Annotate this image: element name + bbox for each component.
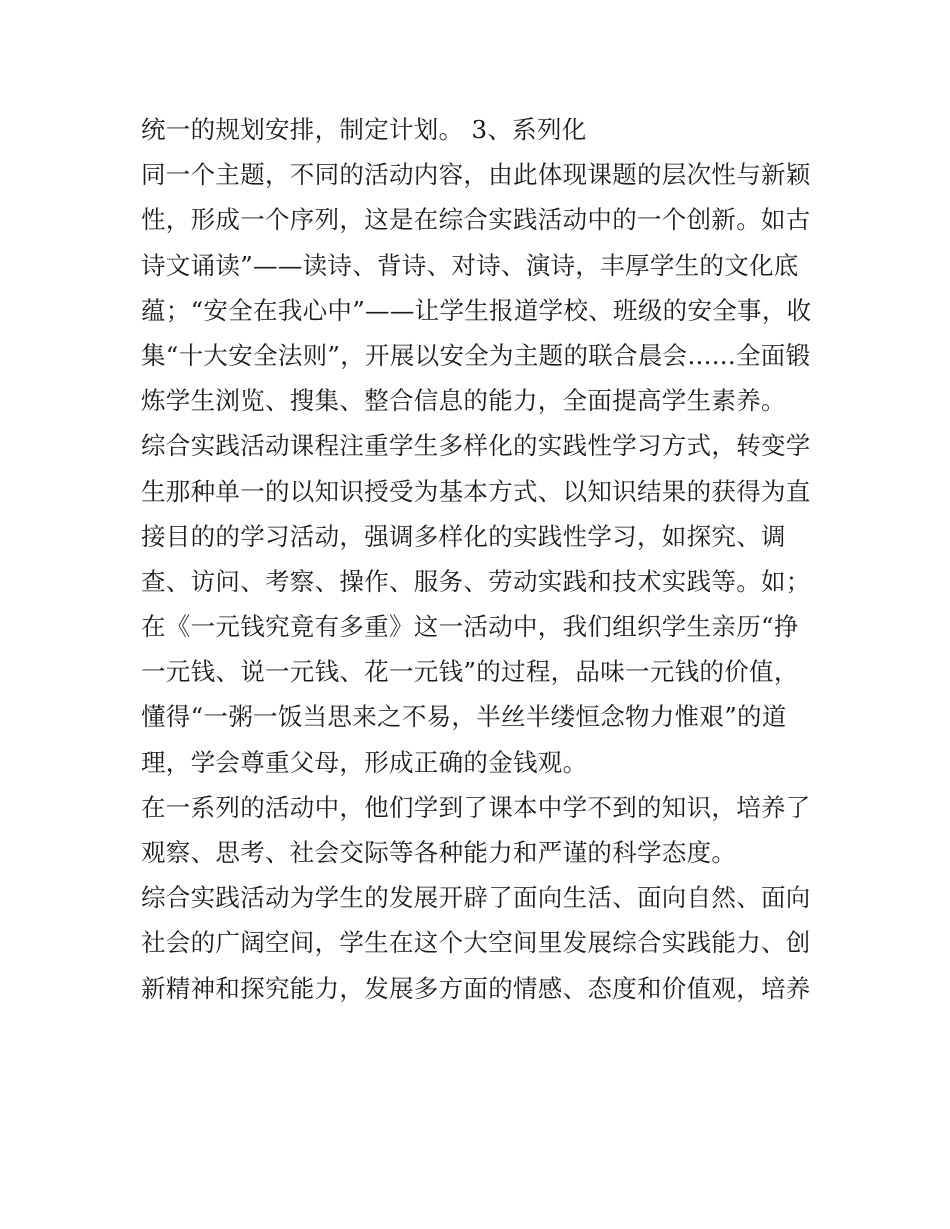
text-line: 查、访问、考察、操作、服务、劳动实践和技术实践等。如； <box>141 566 811 596</box>
text-line: 一元钱、说一元钱、花一元钱”的过程，品味一元钱的价值， <box>141 657 799 687</box>
text-line: 炼学生浏览、搜集、整合信息的能力，全面提高学生素养。 <box>141 386 786 416</box>
text-line: 懂得“一粥一饭当思来之不易，半丝半缕恒念物力惟艰”的道 <box>141 702 787 732</box>
text-line: 理，学会尊重父母，形成正确的金钱观。 <box>141 747 588 777</box>
body-text <box>141 107 821 1011</box>
text-line: 接目的的学习活动，强调多样化的实践性学习，如探究、调 <box>141 521 786 551</box>
text-line: 在一系列的活动中，他们学到了课本中学不到的知识，培养了 <box>141 792 811 822</box>
text-line: 综合实践活动为学生的发展开辟了面向生活、面向自然、面向 <box>141 883 811 913</box>
text-line: 生那种单一的以知识授受为基本方式、以知识结果的获得为直 <box>141 476 811 506</box>
text-line: 社会的广阔空间，学生在这个大空间里发展综合实践能力、创 <box>141 928 811 958</box>
text-line: 诗文诵读”——读诗、背诗、对诗、演诗，丰厚学生的文化底 <box>141 250 799 280</box>
text-line: 新精神和探究能力，发展多方面的情感、态度和价值观，培养 <box>141 973 811 1003</box>
text-line: 统一的规划安排，制定计划。 3、系列化 <box>141 115 587 144</box>
text-line: 性，形成一个序列，这是在综合实践活动中的一个创新。如古 <box>141 205 811 235</box>
text-line: 观察、思考、社会交际等各种能力和严谨的科学态度。 <box>141 838 737 867</box>
text-line: 同一个主题，不同的活动内容，由此体现课题的层次性与新颖 <box>141 160 811 190</box>
text-line: 在《一元钱究竟有多重》这一活动中，我们组织学生亲历“挣 <box>141 612 799 642</box>
text-line: 综合实践活动课程注重学生多样化的实践性学习方式，转变学 <box>141 431 811 461</box>
text-line: 蕴；“安全在我心中”——让学生报道学校、班级的安全事，收 <box>141 295 812 325</box>
text-line: 集“十大安全法则”，开展以安全为主题的联合晨会......全面锻 <box>141 340 811 370</box>
